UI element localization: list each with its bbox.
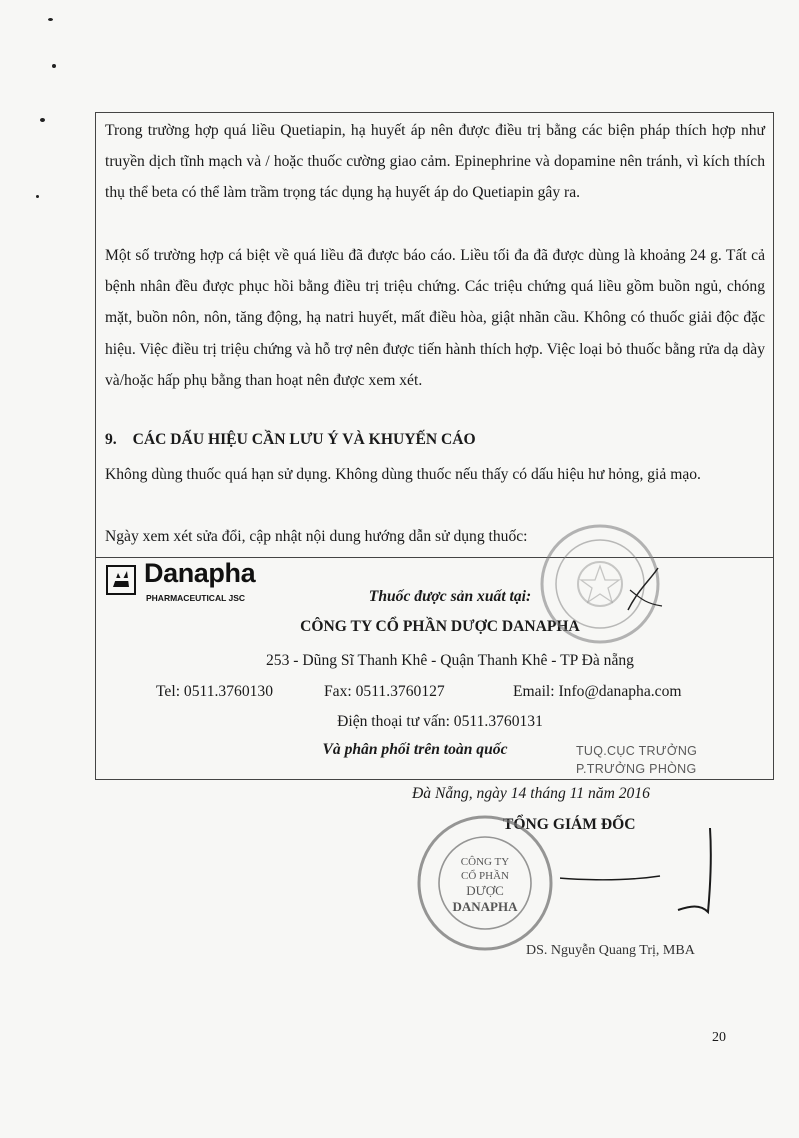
stamp-line-4: DANAPHA (452, 899, 518, 914)
section-title: CÁC DẤU HIỆU CẦN LƯU Ý VÀ KHUYẾN CÁO (132, 431, 476, 448)
distribution-note: Và phân phối trên toàn quốc (322, 741, 508, 758)
email-address: Email: Info@danapha.com (513, 683, 682, 700)
authority-line-2: P.TRƯỞNG PHÒNG (576, 762, 697, 776)
director-title: TỔNG GIÁM ĐỐC (503, 816, 636, 833)
company-name: CÔNG TY CỔ PHẦN DƯỢC DANAPHA (300, 618, 580, 635)
hotline: Điện thoại tư vấn: 0511.3760131 (337, 713, 543, 730)
company-stamp-icon (410, 808, 560, 958)
signer-name: DS. Nguyễn Quang Trị, MBA (526, 943, 695, 958)
scan-speck (48, 18, 53, 21)
scan-speck (36, 195, 39, 198)
scan-speck (52, 64, 56, 68)
signing-date: Đà Nẵng, ngày 14 tháng 11 năm 2016 (412, 785, 650, 802)
warning-paragraph: Không dùng thuốc quá hạn sử dụng. Không dùng thuốc nếu thấy có dấu hiệu hư hỏng, giả mạo. (105, 466, 701, 483)
logo-subtitle: PHARMACEUTICAL JSC (146, 593, 246, 603)
overdose-paragraph-2: Một số trường hợp cá biệt về quá liều đã được báo cáo. Liều tối đa đã được dùng là khoảng 24 g. Tất cả bệnh nhân đều được phục hồi bằng điều trị triệu chứng. Các triệu chứng quá liều gồm buồn ngủ, chóng mặt, buồn nôn, nôn, tăng động, hạ natri huyết, mất điều hòa, giật nhãn cầu. Không có thuốc giải độc đặc hiệu. Việc điều trị triệu chứng và hỗ trợ nên được tiến hành thích hợp. Việc loại bỏ thuốc bằng rửa dạ dày và/hoặc hấp phụ bằng than hoạt nên được xem xét. (105, 247, 765, 389)
danapha-logo (106, 558, 266, 607)
stamp-line-3: DƯỢC (466, 883, 504, 898)
section-9-heading (105, 431, 476, 449)
logo-mark-icon (106, 565, 136, 595)
signature-icon (560, 820, 730, 940)
section-number: 9. (105, 431, 117, 448)
stamp-line-1: CÔNG TY (460, 856, 510, 868)
revision-date-paragraph: Ngày xem xét sửa đổi, cập nhật nội dung hướng dẫn sử dụng thuốc: (105, 528, 528, 545)
page-number: 20 (712, 1030, 726, 1045)
ministry-stamp-icon (530, 520, 670, 650)
overdose-paragraph-1: Trong trường hợp quá liều Quetiapin, hạ huyết áp nên được điều trị bằng các biện pháp thích hợp như truyền dịch tĩnh mạch và / hoặc thuốc cường giao cảm. Epinephrine và dopamine nên tránh, vì kích thích thụ thể beta có thể làm trầm trọng tác dụng hạ huyết áp do Quetiapin gây ra. (105, 122, 765, 202)
authority-line-1: TUQ.CỤC TRƯỞNG (576, 744, 698, 758)
company-address: 253 - Dũng Sĩ Thanh Khê - Quận Thanh Khê - TP Đà nẵng (266, 652, 634, 669)
scan-speck (40, 118, 45, 122)
phone-number: Tel: 0511.3760130 (156, 683, 274, 700)
logo-name: Danapha (144, 558, 256, 588)
produced-at-label: Thuốc được sản xuất tại: (368, 588, 532, 605)
stamp-line-2: CỔ PHẦN (461, 870, 509, 882)
fax-number: Fax: 0511.3760127 (324, 683, 445, 700)
